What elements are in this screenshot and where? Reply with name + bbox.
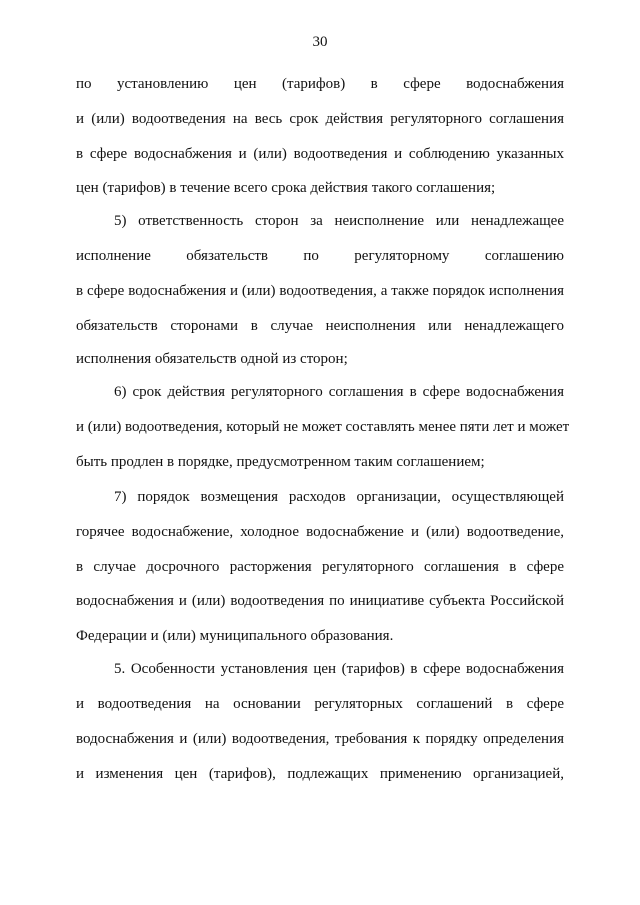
text-line: быть продлен в порядке, предусмотренном таким соглашением;: [76, 454, 485, 470]
text-line: 7) порядок возмещения расходов организации, осуществляющей: [114, 489, 564, 505]
text-line: водоснабжения и (или) водоотведения по инициативе субъекта Российской: [76, 593, 564, 609]
text-line: исполнение обязательств по регуляторному соглашению: [76, 248, 564, 264]
text-line: обязательств сторонами в случае неисполнения или ненадлежащего: [76, 318, 564, 334]
text-line: в сфере водоснабжения и (или) водоотведения, а также порядок исполнения: [76, 283, 564, 299]
text-line: 6) срок действия регуляторного соглашения в сфере водоснабжения: [114, 384, 564, 400]
text-line: и (или) водоотведения на весь срок действия регуляторного соглашения: [76, 111, 564, 127]
text-line: водоснабжения и (или) водоотведения, требования к порядку определения: [76, 731, 564, 747]
page-number: 30: [312, 34, 328, 50]
text-line: в сфере водоснабжения и (или) водоотведения и соблюдению указанных: [76, 146, 564, 162]
text-line: горячее водоснабжение, холодное водоснабжение и (или) водоотведение,: [76, 524, 564, 540]
text-line: исполнения обязательств одной из сторон;: [76, 351, 348, 367]
text-line: цен (тарифов) в течение всего срока действия такого соглашения;: [76, 180, 496, 196]
text-line: в случае досрочного расторжения регуляторного соглашения в сфере: [76, 559, 564, 575]
text-line: и водоотведения на основании регуляторных соглашений в сфере: [76, 696, 564, 712]
text-line: 5) ответственность сторон за неисполнение или ненадлежащее: [114, 213, 564, 229]
text-line: Федерации и (или) муниципального образования.: [76, 628, 394, 644]
text-line: 5. Особенности установления цен (тарифов) в сфере водоснабжения: [114, 661, 564, 677]
text-line: и (или) водоотведения, который не может составлять менее пяти лет и может: [76, 419, 570, 435]
text-line: по установлению цен (тарифов) в сфере водоснабжения: [76, 76, 564, 92]
text-line: и изменения цен (тарифов), подлежащих применению организацией,: [76, 766, 564, 782]
